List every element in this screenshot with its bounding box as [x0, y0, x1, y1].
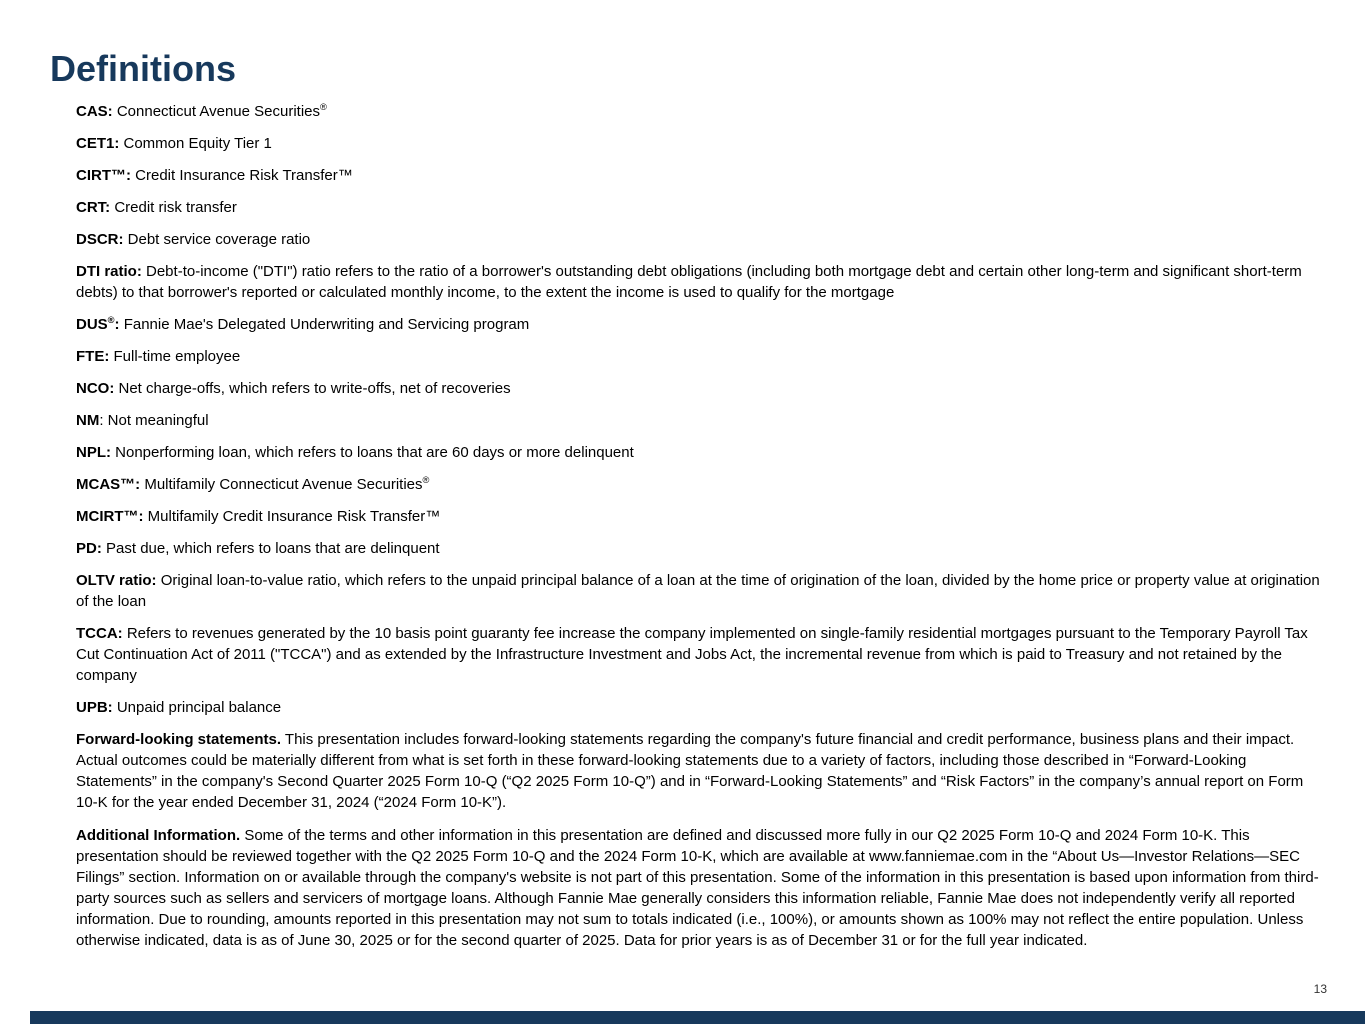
definition-item: OLTV ratio: Original loan-to-value ratio, which refers to the unpaid principal balance of a loan at the time of origination of the loan, divided by the home price or property value at origination of the loan: [76, 572, 1320, 610]
note-paragraph: Forward-looking statements. This presentation includes forward-looking statements regarding the company's future financial and credit performance, business plans and their impact. Actual outcomes could be materially different from what is set forth in these forward-looking statements due to a variety of factors, including those described in “Forward-Looking Statements” in the company's Second Quarter 2025 Form 10-Q (“Q2 2025 Form 10-Q”) and in “Forward-Looking Statements” and “Risk Factors” in the company’s annual report on Form 10-K for the year ended December 31, 2024 (“2024 Form 10-K”).: [76, 731, 1304, 811]
definition-item: CAS: Connecticut Avenue Securities®: [76, 102, 327, 120]
definition-item: DUS®: Fannie Mae's Delegated Underwriting and Servicing program: [76, 315, 530, 333]
definition-item: MCAS™: Multifamily Connecticut Avenue Securities®: [76, 475, 430, 493]
page-title: Definitions: [50, 48, 236, 89]
definition-item: NCO: Net charge-offs, which refers to write-offs, net of recoveries: [76, 380, 511, 397]
definitions-list: [76, 101, 1324, 718]
bottom-accent-bar: [30, 1011, 1365, 1024]
notes-section: [76, 729, 1324, 951]
definition-item: TCCA: Refers to revenues generated by the 10 basis point guaranty fee increase the company implemented on single-family residential mortgages pursuant to the Temporary Payroll Tax Cut Continuation Act of 2011 ("TCCA") and as extended by the Infrastructure Investment and Jobs Act, the incremental revenue from which is paid to Treasury and not retained by the company: [76, 625, 1308, 684]
definition-item: CRT: Credit risk transfer: [76, 199, 237, 216]
definition-item: CET1: Common Equity Tier 1: [76, 135, 272, 152]
definition-item: NM: Not meaningful: [76, 412, 209, 429]
definition-item: UPB: Unpaid principal balance: [76, 699, 282, 716]
definition-item: FTE: Full-time employee: [76, 348, 241, 365]
page-number: 13: [1313, 982, 1327, 996]
definition-item: PD: Past due, which refers to loans that are delinquent: [76, 540, 440, 557]
definition-item: DSCR: Debt service coverage ratio: [76, 231, 311, 248]
definition-item: NPL: Nonperforming loan, which refers to loans that are 60 days or more delinquent: [76, 444, 634, 461]
slide-content: [76, 101, 1324, 963]
definition-item: CIRT™: Credit Insurance Risk Transfer™: [76, 167, 353, 184]
definition-item: MCIRT™: Multifamily Credit Insurance Risk Transfer™: [76, 508, 441, 525]
definition-item: DTI ratio: Debt-to-income ("DTI") ratio refers to the ratio of a borrower's outstanding debt obligations (including both mortgage debt and certain other long-term and significant short-term debts) to that borrower's reported or calculated monthly income, to the extent the income is used to qualify for the mortgage: [76, 263, 1302, 301]
note-paragraph: Additional Information. Some of the terms and other information in this presentation are defined and discussed more fully in our Q2 2025 Form 10-Q and 2024 Form 10-K. This presentation should be reviewed together with the Q2 2025 Form 10-Q and the 2024 Form 10-K, which are available at www.fanniemae.com in the “About Us—Investor Relations—SEC Filings” section. Information on or available through the company's website is not part of this presentation. Some of the information in this presentation is based upon information from third-party sources such as sellers and servicers of mortgage loans. Although Fannie Mae generally considers this information reliable, Fannie Mae does not independently verify all reported information. Due to rounding, amounts reported in this presentation may not sum to totals indicated (i.e., 100%), or amounts shown as 100% may not reflect the entire population. Unless otherwise indicated, data is as of June 30, 2025 or for the second quarter of 2025. Data for prior years is as of December 31 or for the full year indicated.: [76, 827, 1319, 949]
